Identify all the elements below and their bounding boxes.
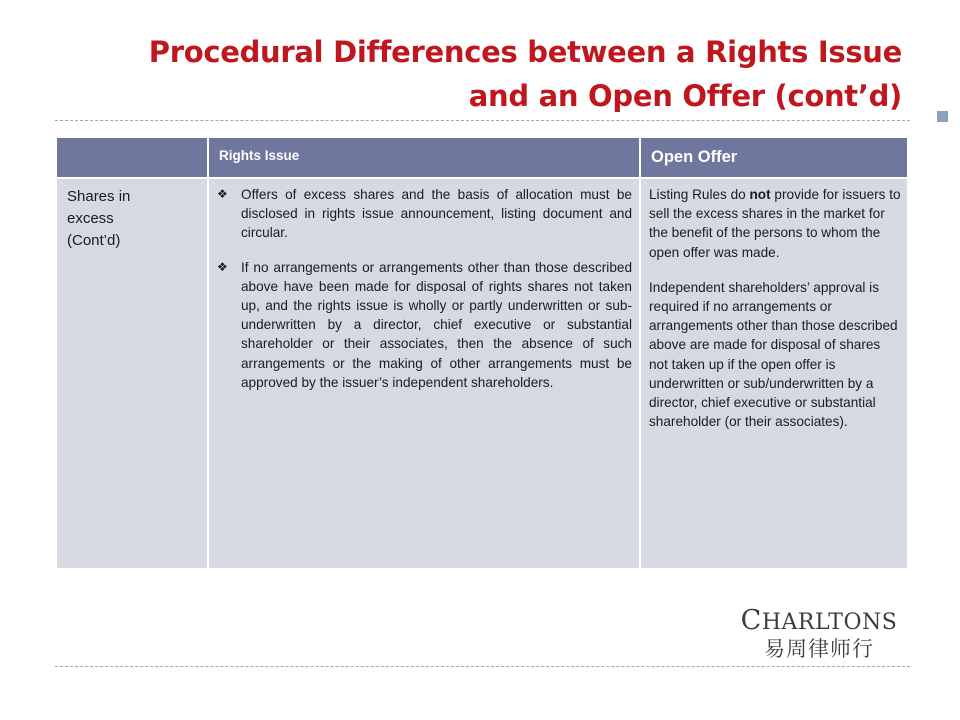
open-offer-text	[641, 179, 907, 431]
bullet-text: Offers of excess shares and the basis of allocation must be disclosed in rights issue announcement, listing document and circular.	[241, 187, 632, 241]
rights-bullet-list	[209, 179, 639, 392]
row-label-line: (Cont’d)	[67, 232, 121, 249]
comparison-table	[57, 138, 907, 568]
open-offer-cell	[639, 179, 907, 568]
header-empty-cell	[57, 138, 207, 179]
diamond-bullet-icon: ❖	[217, 259, 228, 274]
slide-title-line-2: and an Open Offer (cont’d)	[468, 79, 902, 113]
open-offer-p1-emphasis: not	[749, 187, 771, 202]
open-offer-p1-after: provide for issuers to sell the excess shares in the market for the benefit of the persons to whom the open offer was made.	[649, 187, 901, 260]
open-offer-p1-before: Listing Rules do	[649, 187, 750, 202]
row-label	[57, 179, 207, 252]
slide-title-line-1: Procedural Differences between a Rights Issue	[148, 35, 902, 69]
open-offer-paragraph-1	[649, 185, 901, 262]
bottom-divider	[55, 666, 910, 667]
list-item	[217, 258, 632, 392]
header-rights-issue	[207, 138, 639, 179]
header-open-offer-label: Open Offer	[651, 148, 738, 166]
open-offer-paragraph-2: Independent shareholders’ approval is required if no arrangements or arrangements other than those described above are made for disposal of shares not taken up if the open offer is underwritten or sub/underwritten by a director, chief executive or substantial shareholder (or their associates).	[649, 279, 898, 430]
logo-rest: HARLTONS	[761, 610, 898, 635]
logo-wordmark	[733, 605, 905, 636]
diamond-bullet-icon: ❖	[217, 187, 228, 201]
header-open-offer	[639, 138, 907, 179]
logo-initial: C	[740, 605, 762, 636]
row-label-line: Shares in	[67, 188, 131, 205]
row-label-line: excess	[67, 210, 114, 227]
header-rights-issue-label: Rights Issue	[219, 148, 300, 163]
slide-title	[82, 30, 902, 118]
table-row	[57, 179, 907, 568]
logo-chinese-name: 易周律师行	[764, 637, 874, 661]
row-label-cell	[57, 179, 207, 568]
corner-accent-square	[937, 111, 948, 122]
list-item	[217, 185, 632, 243]
bullet-text: If no arrangements or arrangements other than those described above have been made for disposal of rights shares not taken up, and the rights issue is wholly or partly underwritten or sub-underwritten by a director, chief executive or substantial shareholder or their associates, then the absence of such arrangements or the making of other arrangements must be approved by the issuer’s independent shareholders.	[241, 259, 632, 390]
top-divider	[55, 120, 910, 121]
table-header-row	[57, 138, 907, 179]
rights-issue-cell	[207, 179, 639, 568]
charltons-logo	[733, 605, 905, 662]
